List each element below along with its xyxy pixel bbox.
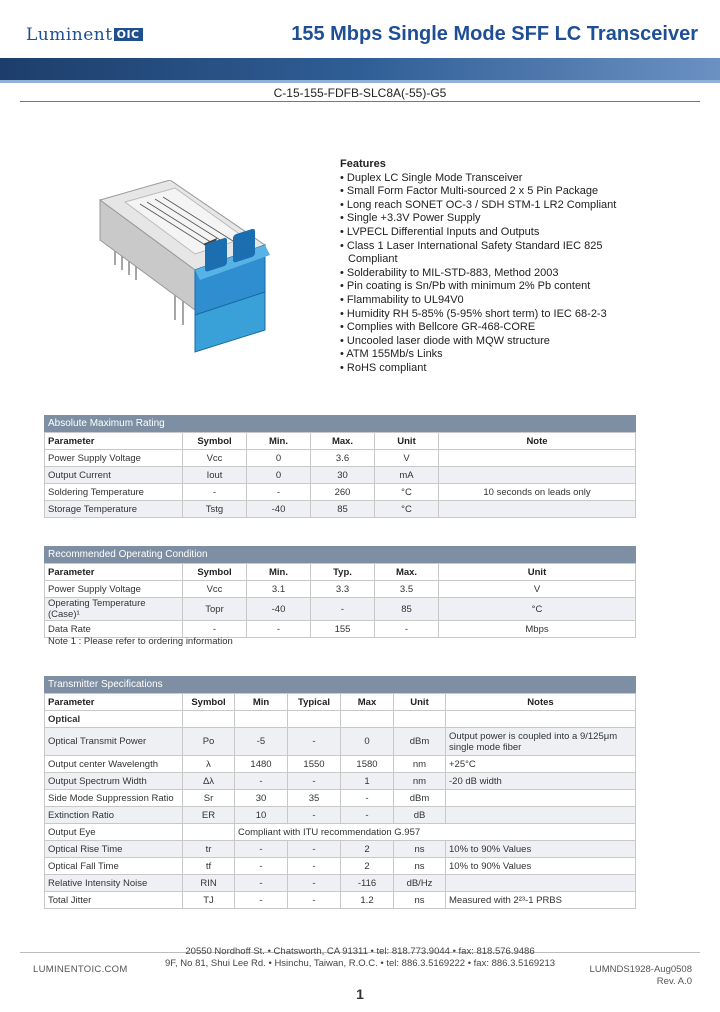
table-cell: -: [183, 484, 247, 501]
table-cell: -: [288, 773, 341, 790]
table-cell: -: [288, 875, 341, 892]
table-cell: TJ: [183, 892, 235, 909]
table-cell: Mbps: [439, 621, 636, 638]
column-header: Symbol: [183, 433, 247, 450]
table-cell: 30: [235, 790, 288, 807]
empty-cell: [394, 711, 446, 728]
table-cell: Output center Wavelength: [45, 756, 183, 773]
table-cell: 85: [375, 598, 439, 621]
table-cell: -40: [247, 598, 311, 621]
table-cell: Sr: [183, 790, 235, 807]
feature-item: • Single +3.3V Power Supply: [340, 212, 481, 225]
feature-item: • Small Form Factor Multi-sourced 2 x 5 Pin Package: [340, 185, 599, 198]
column-header: Unit: [375, 433, 439, 450]
table-cell: Tstg: [183, 501, 247, 518]
ordering-note: Note 1 : Please refer to ordering information: [48, 636, 233, 647]
table-cell: 1480: [235, 756, 288, 773]
table-cell: +25°C: [446, 756, 636, 773]
table-cell: dB/Hz: [394, 875, 446, 892]
table-cell: ns: [394, 841, 446, 858]
table-cell: ns: [394, 892, 446, 909]
table-cell: nm: [394, 773, 446, 790]
table-cell: 30: [311, 467, 375, 484]
table-cell: 3.1: [247, 581, 311, 598]
column-header: Max.: [311, 433, 375, 450]
table-cell: Compliant with ITU recommendation G.957: [235, 824, 636, 841]
table-cell: -: [288, 728, 341, 756]
table-cell: Power Supply Voltage: [45, 581, 183, 598]
table-row: [45, 501, 636, 518]
table-cell: 0: [247, 467, 311, 484]
logo-badge: OIC: [114, 28, 143, 41]
table-cell: -5: [235, 728, 288, 756]
table-cell: tr: [183, 841, 235, 858]
recommended-operating-caption: Recommended Operating Condition: [44, 546, 636, 563]
table-row: [45, 728, 636, 756]
table-cell: Measured with 2²³-1 PRBS: [446, 892, 636, 909]
feature-item: • LVPECL Differential Inputs and Outputs: [340, 225, 540, 238]
table-cell: dBm: [394, 790, 446, 807]
table-cell: -: [288, 841, 341, 858]
column-header: Parameter: [45, 694, 183, 711]
column-header: Notes: [446, 694, 636, 711]
empty-cell: [341, 711, 394, 728]
feature-item: • Solderability to MIL-STD-883, Method 2003: [340, 266, 559, 279]
table-cell: Po: [183, 728, 235, 756]
table-cell: mA: [375, 467, 439, 484]
footer-address-us: 20550 Nordhoff St. • Chatsworth, CA 91311 • tel: 818.773.9044 • fax: 818.576.9486: [185, 946, 535, 957]
table-cell: Output Eye: [45, 824, 183, 841]
table-cell: Power Supply Voltage: [45, 450, 183, 467]
page-header: [0, 0, 720, 100]
table-cell: Optical Fall Time: [45, 858, 183, 875]
logo-text: Luminent: [26, 25, 113, 45]
table-cell: Side Mode Suppression Ratio: [45, 790, 183, 807]
column-header: Symbol: [183, 694, 235, 711]
table-cell: [439, 450, 636, 467]
table-cell: -: [311, 598, 375, 621]
feature-item: • ATM 155Mb/s Links: [340, 348, 443, 361]
table-cell: -: [235, 773, 288, 790]
table-cell: 1550: [288, 756, 341, 773]
absolute-max-table: [44, 415, 636, 518]
table-cell: ER: [183, 807, 235, 824]
table-cell: Operating Temperature (Case)¹: [45, 598, 183, 621]
table-row: [45, 773, 636, 790]
table-cell: Iout: [183, 467, 247, 484]
table-cell: [183, 824, 235, 841]
table-cell: 3.5: [375, 581, 439, 598]
table-cell: -: [341, 807, 394, 824]
table-cell: RIN: [183, 875, 235, 892]
table-cell: -20 dB width: [446, 773, 636, 790]
table-cell: dBm: [394, 728, 446, 756]
table-cell: Vcc: [183, 581, 247, 598]
company-logo: [26, 25, 143, 45]
table-row: [45, 807, 636, 824]
table-row: [45, 756, 636, 773]
table-cell: 2: [341, 858, 394, 875]
column-header: Typ.: [311, 564, 375, 581]
transceiver-image: [95, 180, 270, 360]
table-cell: Δλ: [183, 773, 235, 790]
table-cell: ns: [394, 858, 446, 875]
absolute-max-caption: Absolute Maximum Rating: [44, 415, 636, 432]
table-cell: Extinction Ratio: [45, 807, 183, 824]
feature-item: • Humidity RH 5-85% (5-95% short term) to IEC 68-2-3: [340, 307, 607, 320]
table-cell: -: [235, 858, 288, 875]
table-cell: -: [341, 790, 394, 807]
table-cell: Optical Rise Time: [45, 841, 183, 858]
table-row: [45, 581, 636, 598]
table-row: [45, 484, 636, 501]
table-cell: [446, 807, 636, 824]
table-cell: nm: [394, 756, 446, 773]
empty-cell: [183, 711, 235, 728]
table-cell: dB: [394, 807, 446, 824]
table-cell: °C: [375, 484, 439, 501]
table-cell: -: [247, 621, 311, 638]
features-title: Features: [340, 158, 386, 170]
table-cell: 155: [311, 621, 375, 638]
table-cell: Vcc: [183, 450, 247, 467]
column-header: Unit: [394, 694, 446, 711]
table-cell: -: [247, 484, 311, 501]
table-cell: 1: [341, 773, 394, 790]
table-cell: -: [235, 841, 288, 858]
feature-item: • Class 1 Laser International Safety Standard IEC 825: [340, 239, 603, 252]
feature-item: • Duplex LC Single Mode Transceiver: [340, 171, 523, 184]
table-cell: [439, 501, 636, 518]
table-cell: Output Spectrum Width: [45, 773, 183, 790]
feature-item: • Pin coating is Sn/Pb with minimum 2% Pb content: [340, 280, 591, 293]
table-cell: -: [288, 858, 341, 875]
table-row: [45, 467, 636, 484]
part-number-rule: [20, 101, 700, 102]
empty-cell: [235, 711, 288, 728]
table-row: [45, 858, 636, 875]
table-cell: 10% to 90% Values: [446, 841, 636, 858]
features-items: [340, 172, 616, 376]
column-header: Note: [439, 433, 636, 450]
table-row: [45, 790, 636, 807]
column-header: Max: [341, 694, 394, 711]
feature-item: Compliant: [348, 253, 398, 266]
table-cell: 2: [341, 841, 394, 858]
footer-doc-info: [590, 964, 692, 988]
column-header: Typical: [288, 694, 341, 711]
table-cell: 3.3: [311, 581, 375, 598]
table-cell: [446, 875, 636, 892]
column-header: Symbol: [183, 564, 247, 581]
table-cell: 3.6: [311, 450, 375, 467]
part-number: C-15-155-FDFB-SLC8A(-55)-G5: [273, 86, 447, 100]
column-header: Unit: [439, 564, 636, 581]
table-cell: tf: [183, 858, 235, 875]
table-cell: V: [439, 581, 636, 598]
table-cell: 0: [341, 728, 394, 756]
table-cell: °C: [375, 501, 439, 518]
features-list: [340, 158, 616, 376]
table-cell: V: [375, 450, 439, 467]
table-cell: -40: [247, 501, 311, 518]
empty-cell: [288, 711, 341, 728]
empty-cell: [446, 711, 636, 728]
table-row: [45, 598, 636, 621]
table-cell: Optical Transmit Power: [45, 728, 183, 756]
feature-item: • Long reach SONET OC-3 / SDH STM-1 LR2 Compliant: [340, 198, 617, 211]
footer-address-tw: 9F, No 81, Shui Lee Rd. • Hsinchu, Taiwan, R.O.C. • tel: 886.3.5169222 • fax: 886.3.5169213: [164, 958, 556, 969]
table-cell: 35: [288, 790, 341, 807]
column-header: Max.: [375, 564, 439, 581]
table-cell: Data Rate: [45, 621, 183, 638]
table-cell: 10: [235, 807, 288, 824]
table-cell: -: [235, 875, 288, 892]
feature-item: • Complies with Bellcore GR-468-CORE: [340, 321, 536, 334]
table-cell: °C: [439, 598, 636, 621]
table-cell: Output Current: [45, 467, 183, 484]
transmitter-spec-caption: Transmitter Specifications: [44, 676, 636, 693]
page-number: 1: [356, 986, 364, 1002]
table-cell: Storage Temperature: [45, 501, 183, 518]
table-row: [45, 450, 636, 467]
table-cell: [439, 467, 636, 484]
feature-item: • RoHS compliant: [340, 361, 427, 374]
table-row: [45, 892, 636, 909]
table-cell: -116: [341, 875, 394, 892]
footer-rev: Rev. A.0: [656, 976, 692, 987]
table-cell: Soldering Temperature: [45, 484, 183, 501]
table-cell: -: [183, 621, 247, 638]
table-cell: Relative Intensity Noise: [45, 875, 183, 892]
column-header: Min.: [247, 564, 311, 581]
table-cell: -: [375, 621, 439, 638]
column-header: Min.: [247, 433, 311, 450]
table-cell: 10 seconds on leads only: [439, 484, 636, 501]
table-cell: λ: [183, 756, 235, 773]
table-cell: -: [235, 892, 288, 909]
table-cell: 85: [311, 501, 375, 518]
column-header: Parameter: [45, 564, 183, 581]
feature-item: • Uncooled laser diode with MQW structure: [340, 334, 550, 347]
table-cell: -: [288, 807, 341, 824]
table-cell: Total Jitter: [45, 892, 183, 909]
table-cell: Output power is coupled into a 9/125μm single mode fiber: [446, 728, 636, 756]
table-row: [45, 841, 636, 858]
table-row: [45, 824, 636, 841]
table-cell: [446, 790, 636, 807]
table-cell: Topr: [183, 598, 247, 621]
footer-doc-id: LUMNDS1928-Aug0508: [589, 964, 692, 975]
header-band-accent: [0, 80, 720, 83]
section-label: Optical: [45, 711, 183, 728]
column-header: Min: [235, 694, 288, 711]
table-row: [45, 875, 636, 892]
table-cell: 10% to 90% Values: [446, 858, 636, 875]
table-cell: -: [288, 892, 341, 909]
table-cell: 0: [247, 450, 311, 467]
table-cell: 1580: [341, 756, 394, 773]
recommended-operating-table: [44, 546, 636, 638]
column-header: Parameter: [45, 433, 183, 450]
table-row: [45, 621, 636, 638]
transmitter-spec-table: [44, 676, 636, 909]
table-cell: 260: [311, 484, 375, 501]
table-cell: 1.2: [341, 892, 394, 909]
footer-website[interactable]: LUMINENTOIC.COM: [33, 964, 128, 975]
header-band: [0, 58, 720, 80]
feature-item: • Flammability to UL94V0: [340, 293, 464, 306]
page-title: 155 Mbps Single Mode SFF LC Transceiver: [291, 23, 698, 45]
